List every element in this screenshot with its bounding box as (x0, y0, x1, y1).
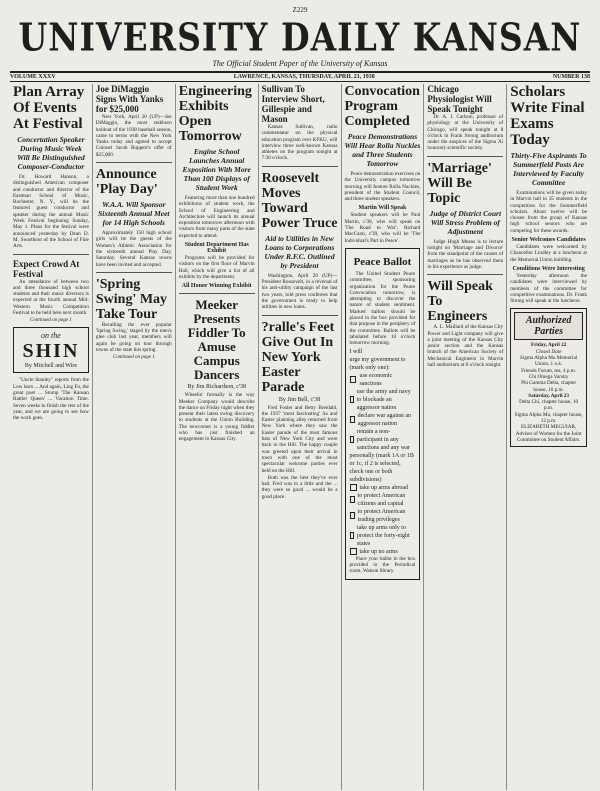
divider (13, 254, 89, 255)
box-title: SHIN (22, 340, 80, 363)
article-body: Approximately 150 high school girls will be the guests of the Women's Athletic Association for the sixteenth annual Play Day, Saturday. Several Kansas towns have been invited and accepted. (95, 230, 172, 268)
ballot-option: personally (mark 1A or 1B or 1c, if 2 is selected, check one or both subdivisions) (349, 452, 414, 483)
party-line: Friends Forum, tea, 4 p.m. (521, 367, 577, 374)
ballot-option[interactable]: to protect American trading privileges (350, 508, 416, 524)
deck: W.A.A. Will Sponsor Sixteenth Annual Meet for 14 High Schools (98, 200, 170, 228)
checkbox[interactable] (350, 496, 355, 503)
column-7 (507, 84, 590, 790)
issue-number: NUMBER 138 (552, 74, 590, 80)
party-line: Phi Gamma Delta, chapter house, 10 p.m. (521, 380, 577, 393)
box-byline: By Mitchell and Wire (24, 363, 77, 370)
divider (262, 315, 338, 316)
ballot-option[interactable]: take up arms abroad (350, 484, 416, 492)
checkbox[interactable] (350, 484, 357, 491)
party-line: Closed Date (535, 348, 562, 355)
article-body: Candidates were welcomed by Chancellor Lindley at a luncheon at the Memorial Union building. (510, 244, 587, 263)
party-line: Sigma Alpha Mu, chapter house, 12 p.m. (514, 411, 583, 425)
article-body: Featuring more than one hundred exhibitions of student work, the School of Engineering and Architecture will launch its annual exposition tomorrow afternoon with visitors from many parts of the state expected to attend. (178, 195, 255, 239)
column-3 (176, 84, 259, 790)
column-box (13, 327, 89, 373)
party-line: Delta Chi, chapter house, 10 p.m. (519, 399, 579, 412)
checkbox[interactable] (350, 436, 354, 443)
place-date: LAWRENCE, KANSAS, THURSDAY, APRIL 21, 1938 (233, 74, 375, 80)
ballot-footer: Place your ballot in the box provided in the Periodical room, Watson library. (349, 555, 416, 575)
ballot-intro: The United Student Peace committee, sponsoring organization for the Peace Convocation tomorrow, is attempting to discover the nature of student sentiment. Marked ballots should be placed in the box provided for that purpose in the periphery of the committee. Ballots will be tabulated before 10 o'clock tomorrow morning. (349, 270, 416, 347)
byline: By Jim Bell, c'38 (278, 396, 321, 403)
party-list (514, 342, 583, 443)
article-body: Wheelin' formally is the way Meeker Company would describe the dance on Friday night when they present their latest swing discovery to students at the Union Building. The newcomer is a young fiddler who has just finished an engagement in Kansas City. (178, 392, 255, 443)
article-body: An attendance of between two and three thousand high school students and their music directors is expected at the fourth annual Mid-Western Music Competition Festival to be held here next month. (13, 278, 89, 317)
headline: 'Spring Swing' May Take Tour (95, 276, 168, 322)
article-body: Fred Fosler and Betty Breidahl, the 1937 'most fascinating' Sa and Easter planning alley returned from New York where they saw the Easter parade of the most famous hats of New York City and were back in the Hill. The happy couple was greeted upon their arrival in town with one of the most spectacular welcome parties ever held on the Hill. Both was the best they've ever had. Fred was in a little and the ... they were so good ... would be a good place. (261, 404, 338, 500)
column-2 (93, 84, 176, 790)
headline: Sullivan To Interview Short, Gillespie and Mason (261, 84, 325, 124)
headline: Joe DiMaggio Signs With Yanks for $25,000 (95, 84, 164, 114)
columns (10, 84, 590, 790)
headline: 'Marriage' Will Be Topic (427, 160, 492, 206)
box-label: on the (41, 331, 61, 341)
deck: Peace Demonstrations Will Hear Rolla Nuckles and Three Students Tomorrow (344, 132, 421, 168)
party-line: Chi Omega Varsity (528, 373, 569, 380)
ballot-option[interactable]: use economic sanctions (350, 372, 416, 388)
deck: Engine School Launches Annual Exposition With More Than 100 Displays of Student Work (182, 147, 251, 192)
divider (179, 293, 255, 294)
ballot-option[interactable]: take up no arms (350, 548, 416, 556)
volume: VOLUME XXXV (10, 74, 56, 80)
article-body: "Uncle Stanley" reports from the Low barn ... And again, Ling Fu, the great poet ... Stomp 'The Kansan Rattler Queen' ... Vacation Time. Seven weeks to finish the rest of the year, and we are going to see how the work goes. (13, 377, 89, 422)
article-body: Dr. A. J. Carlson, professor of physiology at the University of Chicago, will speak tonight at 8 o'clock in Frank Strong auditorium under the auspices of the Sigma Xi honorary scientific society. (427, 114, 504, 152)
divider (262, 166, 338, 167)
dateline (10, 71, 590, 82)
peace-ballot (345, 248, 421, 580)
column-4 (259, 84, 342, 790)
subhead: All Honor Winning Exhibit (181, 283, 252, 290)
article-body: Examinations will be given today in Marvin hall to 35 students in the competition for the Summerfield scholars. About twelve will be chosen from the group of Kansas high school seniors who are competing for these awards. (510, 190, 587, 234)
column-6 (424, 84, 507, 790)
continued-note: Continued on page 1 (30, 318, 72, 324)
ballot-option: urge my government to (mark only one): (349, 356, 406, 371)
article-body: Recalling the ever popular 'Spring Swing,' staged by the men's glee club last year, members will again be going on tour through towns of the state this spring. (95, 321, 172, 354)
ballot-option[interactable]: use the army and navy to blockade an aggressor nation (350, 388, 416, 412)
masthead: UNIVERSITY DAILY KANSAN (18, 15, 582, 60)
checkbox[interactable] (350, 512, 355, 519)
headline: Scholars Write Final Exams Today (510, 84, 585, 148)
column-5 (342, 84, 425, 790)
edition-mark: Z229 (292, 6, 308, 14)
ballot-option[interactable]: take up arms only to protect the forty-eight states (350, 524, 416, 548)
deck: Thirty-Five Aspirants To Summerfield Posts Are Interviewed by Faculty Committee (510, 151, 587, 187)
subhead: Senior Welcomes Candidates (511, 237, 586, 244)
column-1 (10, 84, 93, 790)
checkbox[interactable] (350, 396, 354, 403)
article-body: A. L. Maillard of the Kansas City Power and Light company will give a joint meeting of the Kansas City junior section and the Kansas branch of the American Society of Mechanical Engineers in Marvin hall auditorium at 8 o'clock tonight. (427, 324, 504, 369)
party-line: Saturday, April 23 (528, 392, 569, 399)
checkbox[interactable] (350, 532, 354, 539)
headline: Roosevelt Moves Toward Power Truce (261, 170, 338, 231)
headline: Chicago Physiologist Will Speak Tonight (427, 84, 492, 114)
headline: Plan Array Of Events At Festival (13, 84, 85, 132)
party-line: Sigma Alpha Mu Memorial Union, 1 o.k. (520, 355, 578, 368)
article-body: Kansas Sullivan, radio commentator on the physical education program over KFKU, will interview three well-known Kansas athletes on the program tonight at 7:30 o'clock. (261, 124, 338, 162)
ballot-option[interactable]: declare war against an aggressor nation (350, 412, 416, 428)
ballot-option[interactable]: to protect American citizens and capital (350, 492, 416, 508)
divider (96, 272, 172, 273)
article-body: Yesterday afternoon the candidates were interviewed by members of the committee for competitive examinations. Dr. Frank Strong will speak at the luncheon. (510, 272, 587, 305)
motto: The Official Student Paper of the University of Kansas (212, 59, 388, 68)
article-body: Dr. Howard Hanson, a distinguished American composer and conductor and director of the Eastman School of Music, Rochester, N. Y., will be the featured guest conductor and speaker during the annual Music Week Festival beginning Sunday, May 1. Plans for the festival were announced yesterday by Dean D. M. Swarthout of the School of Fine Arts. (13, 174, 89, 250)
subhead: Conditions Were Interesting (512, 265, 585, 272)
divider (96, 162, 172, 163)
article-body: New York, April 20 (UP)—Joe DiMaggio, the most stubborn holdout of the 1938 baseball season, came to terms with the New York Yanks today and agreed to accept Colonel Jacob Ruppert's offer of $25,000. (95, 114, 172, 158)
ballot-title: Peace Ballot (353, 255, 412, 268)
subhead: Martin Will Speak (358, 205, 407, 212)
deck: Aid to Utilities in New Loans to Corporations Under R.F.C. Outlined by President (264, 233, 335, 270)
ballot-question: I will (349, 348, 363, 355)
continued-note: Continued on page 1 (112, 355, 155, 361)
subhead: Student Department Has Exhibit (184, 242, 249, 255)
ballot-option[interactable]: remain a non-participant in any sanctions and any war (350, 428, 416, 452)
article-body: Student speakers will be Paul Martin, c'38, who will speak on 'The Road to War'; Richard MacCann, c'39, who will be 'The Individual's Part in Peace'. (344, 212, 421, 244)
party-line: ELIZABETH MEGUIAR, Adviser of Women for the Joint Committee on Student Affairs. (515, 424, 582, 443)
headline: Engineering Exhibits Open Tomorrow (178, 84, 252, 144)
headline: Will Speak To Engineers (427, 279, 493, 325)
checkbox[interactable] (350, 548, 357, 555)
checkbox[interactable] (350, 376, 357, 383)
headline: ?ralle's Feet Give Out In New York Easter Parade (261, 319, 335, 395)
authorized-parties-box (510, 308, 587, 447)
byline: By Jim Richardson, c'38 (187, 384, 247, 391)
party-line: Friday, April 22 (530, 342, 567, 349)
headline: Announce 'Play Day' (95, 167, 158, 198)
divider (427, 156, 503, 157)
divider (427, 274, 503, 275)
checkbox[interactable] (350, 416, 355, 423)
subhead: Expect Crowd At Festival (13, 258, 80, 279)
headline: Meeker Presents Fiddler To Amuse Campus Dancers (187, 297, 246, 383)
box-title: Authorized Parties (514, 312, 583, 340)
article-body: Washington, April 20 (UP)—President Roosevelt, in a reversal of his anti-utility campaign of the last two years, told press conferees that the government is ready to help utilities in new loans. (261, 272, 338, 311)
deck: Judge of District Court Will Stress Problem of Adjustment (429, 208, 502, 236)
deck: Concertation Speaker During Music Week Will Be Distinguished Composer-Conductor (17, 135, 85, 171)
headline: Convocation Program Completed (344, 84, 420, 129)
article-body: Judge Hugh Means is to lecture tonight on 'Marriage and Divorce' from the standpoint of the causes of marriages as he has observed them in his experience as judge. (427, 238, 504, 270)
article-body: Peace demonstration exercises on the University campus tomorrow morning will feature Rolla Nuckles, president of the Student Council, and three student speakers. (344, 171, 421, 203)
article-body: Programs will be provided for visitors on the first floor of Marvin Hall, which will give a list of all exhibits by the department. (178, 255, 255, 280)
